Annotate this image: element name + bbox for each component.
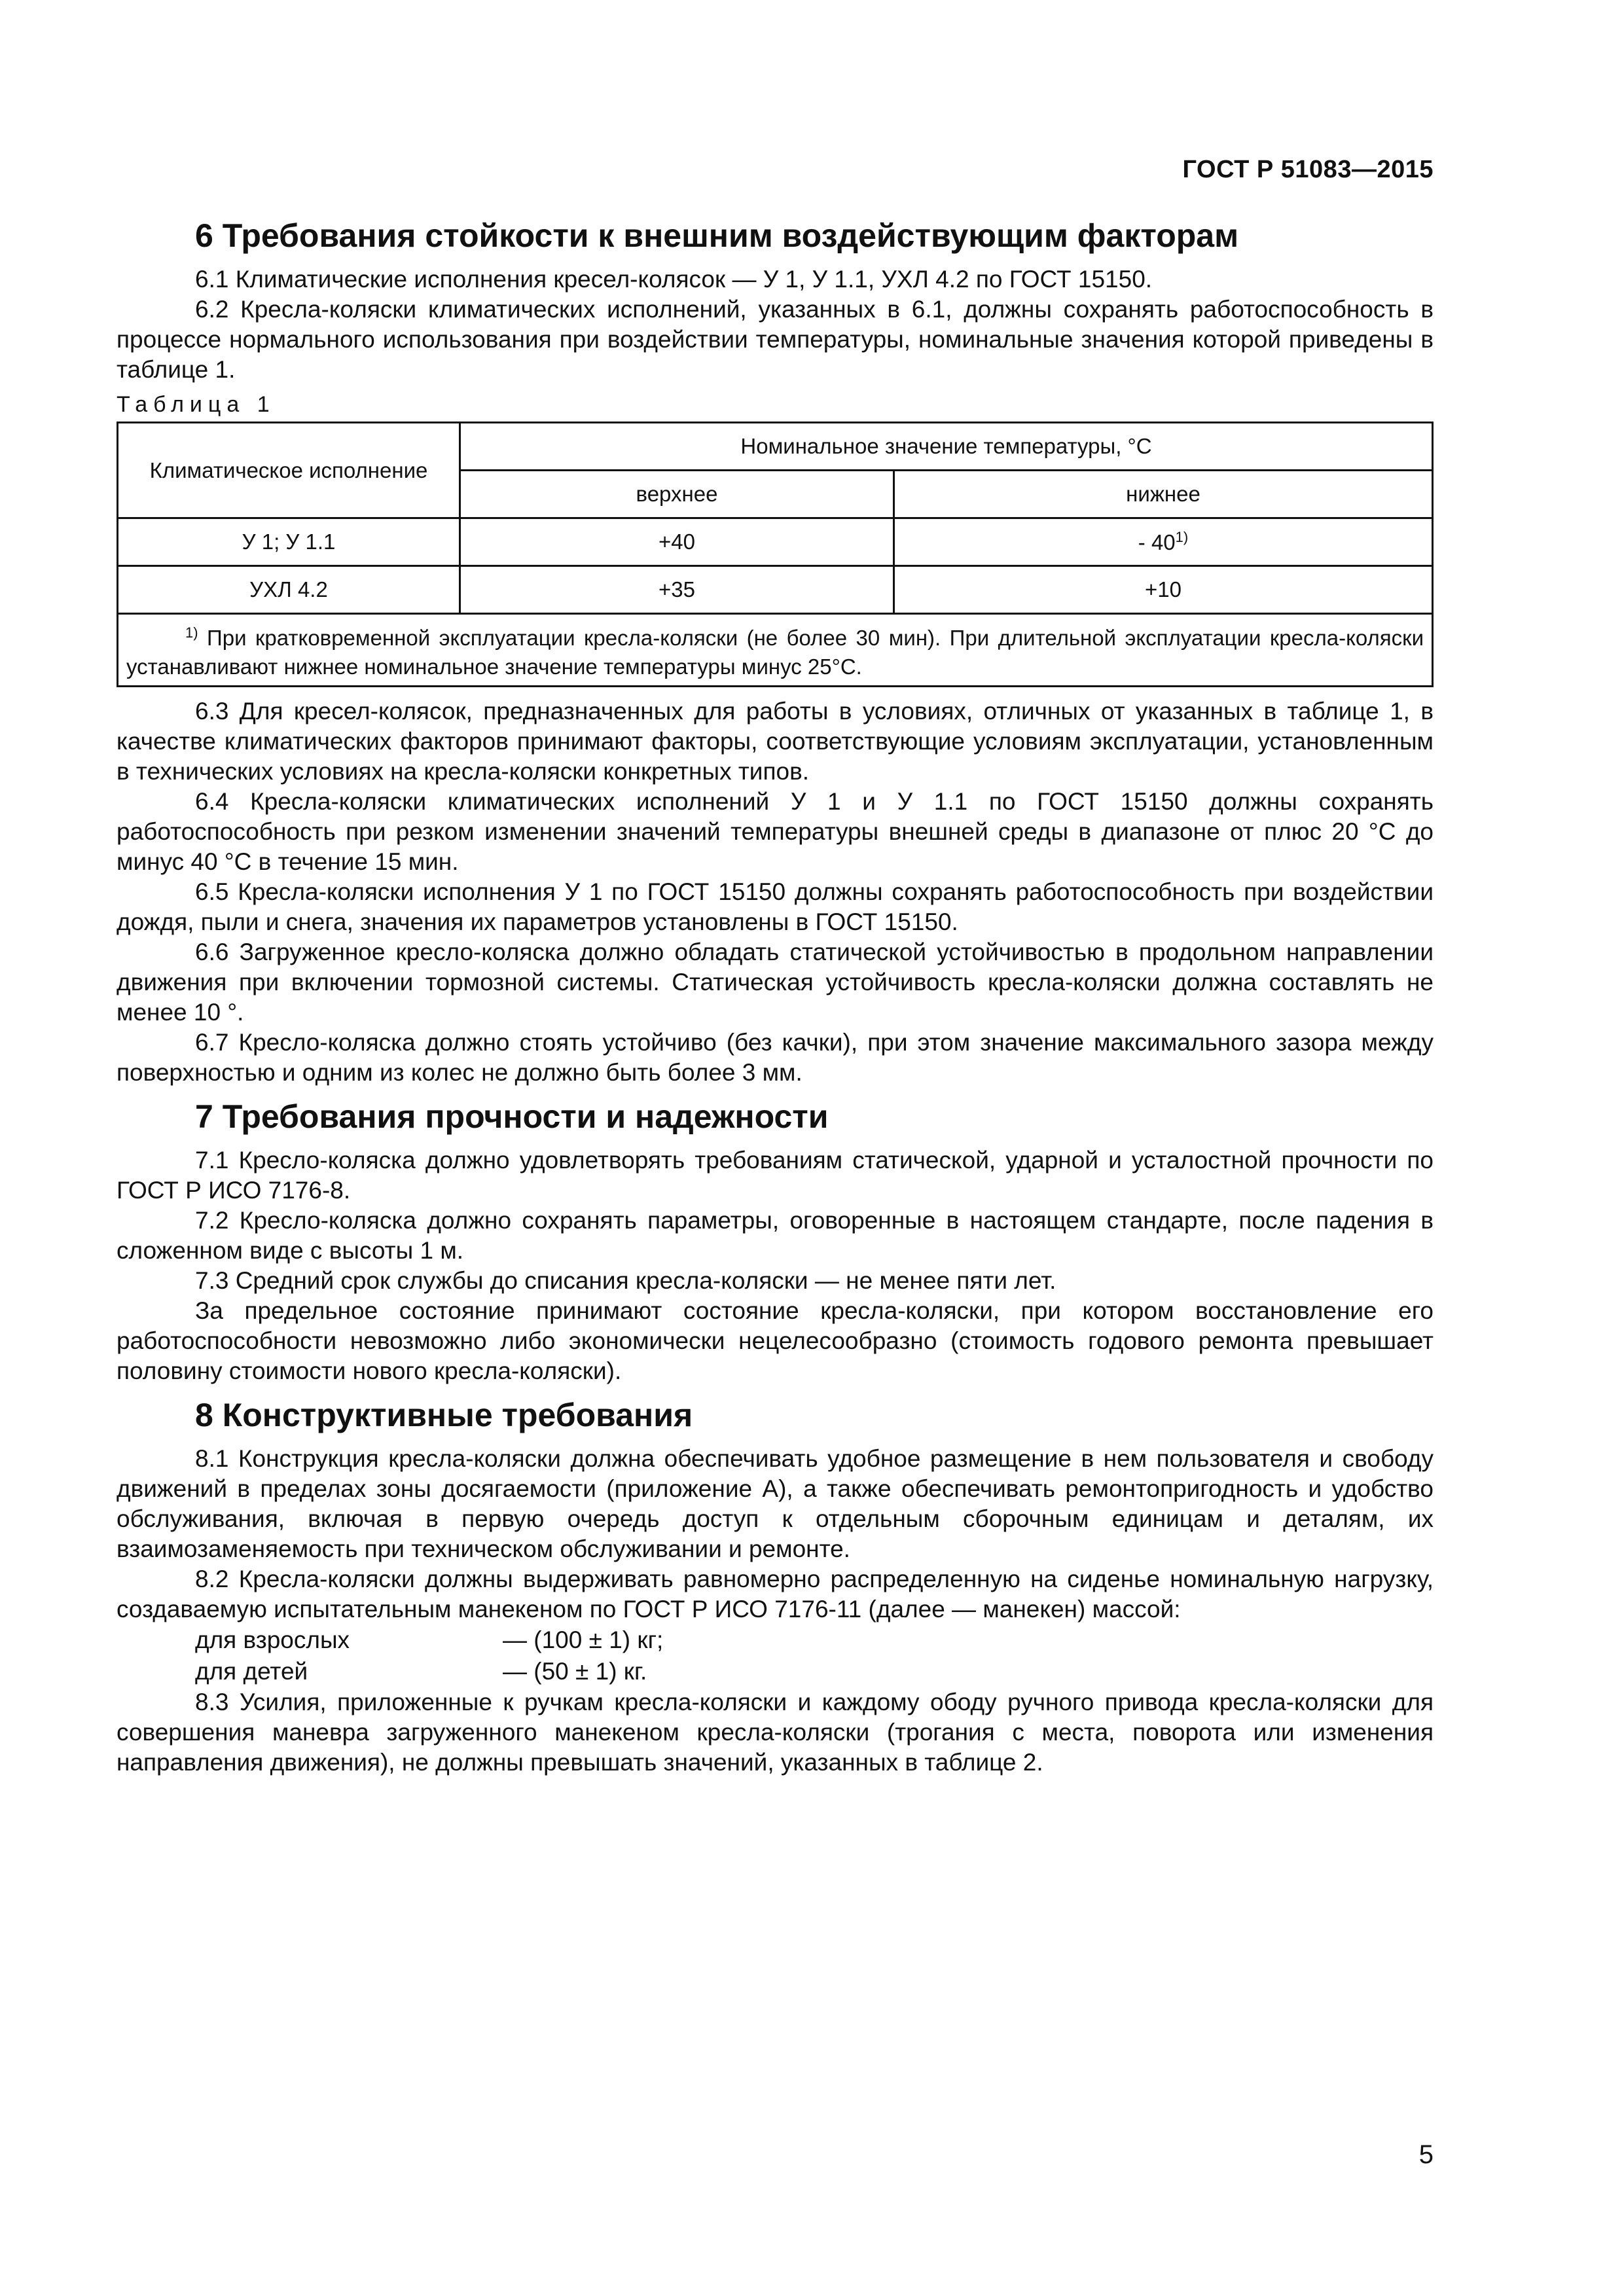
table-cell-climate: У 1; У 1.1	[118, 518, 460, 566]
paragraph-8-3: 8.3 Усилия, приложенные к ручкам кресла-коляски и каждому ободу ручного привода кресла-коляски для совершения маневра загруженного манекеном кресла-коляски (трогания с места, поворота или изменения направления движения), не должны превышать значений, указанных в таблице 2.	[117, 1689, 1434, 1776]
footnote-ref: 1)	[1175, 529, 1189, 545]
section-8-title: 8 Конструктивные требования	[195, 1397, 693, 1433]
paragraph-8-2: 8.2 Кресла-коляски должны выдерживать равномерно распределенную на сиденье номинальную нагрузку, создаваемую испытательным манекеном по ГОСТ Р ИСО 7176-11 (далее — манекен) массой:	[117, 1566, 1434, 1623]
paragraph-7-4: За предельное состояние принимают состояние кресла-коляски, при котором восстановление его работоспособности невозможно либо экономически нецелесообразно (стоимость годового ремонта превышает половину стоимости нового кресла-коляски).	[117, 1297, 1434, 1384]
table-row	[118, 566, 1433, 614]
section-6-title: 6 Требования стойкости к внешним воздействующим факторам	[195, 217, 1239, 254]
table-1-caption: Таблица 1	[117, 392, 276, 417]
table-cell-lower-value: - 40	[1138, 530, 1176, 554]
paragraph-6-6: 6.6 Загруженное кресло-коляска должно обладать статической устойчивостью в продольном направлении движения при включении тормозной системы. Статическая устойчивость кресла-коляски должна составлять не менее 10 °.	[117, 939, 1434, 1026]
table-header-temperature: Номинальное значение температуры, °С	[460, 423, 1433, 471]
paragraph-7-2: 7.2 Кресло-коляска должно сохранять параметры, оговоренные в настоящем стандарте, после падения в сложенном виде с высоты 1 м.	[117, 1207, 1434, 1264]
mass-value: — (100 ± 1) кг;	[503, 1626, 664, 1653]
footnote-text: При кратковременной эксплуатации кресла-коляски (не более 30 мин). При длительной эксплуатации кресла-коляски устанавливают нижнее номинальное значение температуры минус 25°С.	[126, 626, 1424, 679]
table-cell-lower: +10	[894, 566, 1433, 614]
table-1	[117, 422, 1434, 687]
table-footnote	[118, 614, 1433, 687]
table-cell-upper: +40	[460, 518, 894, 566]
document-page	[117, 0, 1434, 2296]
paragraph-6-4: 6.4 Кресла-коляски климатических исполнений У 1 и У 1.1 по ГОСТ 15150 должны сохранять работоспособность при резком изменении значений температуры внешней среды в диапазоне от плюс 20 °С до минус 40 °С в течение 15 мин.	[117, 788, 1434, 875]
paragraph-7-3: 7.3 Средний срок службы до списания кресла-коляски — не менее пяти лет.	[195, 1267, 1056, 1294]
footnote-marker: 1)	[185, 624, 198, 641]
paragraph-6-7: 6.7 Кресло-коляска должно стоять устойчиво (без качки), при этом значение максимального зазора между поверхностью и одним из колес не должно быть более 3 мм.	[117, 1029, 1434, 1086]
paragraph-6-2: 6.2 Кресла-коляски климатических исполнений, указанных в 6.1, должны сохранять работоспособность в процессе нормального использования при воздействии температуры, номинальные значения которой приведены в таблице 1.	[117, 296, 1434, 383]
table-row	[118, 518, 1433, 566]
mass-value: — (50 ± 1) кг.	[503, 1658, 647, 1685]
mass-row-adults	[117, 1624, 1434, 1656]
section-7-title: 7 Требования прочности и надежности	[195, 1098, 829, 1135]
table-cell-lower	[894, 518, 1433, 566]
table-header-lower: нижнее	[894, 471, 1433, 518]
mass-label: для взрослых	[195, 1626, 350, 1653]
page-number: 5	[1418, 2140, 1434, 2169]
table-cell-climate: УХЛ 4.2	[118, 566, 460, 614]
paragraph-6-3: 6.3 Для кресел-колясок, предназначенных для работы в условиях, отличных от указанных в таблице 1, в качестве климатических факторов принимают факторы, соответствующие условиям эксплуатации, установленным в технических условиях на кресла-коляски конкретных типов.	[117, 698, 1434, 785]
table-header-upper: верхнее	[460, 471, 894, 518]
paragraph-8-1: 8.1 Конструкция кресла-коляски должна обеспечивать удобное размещение в нем пользователя и свободу движений в пределах зоны досягаемости (приложение А), а также обеспечивать ремонтопригодность и удобство обслуживания, включая в первую очередь доступ к отдельным сборочным единицам и деталям, их взаимозаменяемость при техническом обслуживании и ремонте.	[117, 1445, 1434, 1562]
paragraph-6-5: 6.5 Кресла-коляски исполнения У 1 по ГОСТ 15150 должны сохранять работоспособность при воздействии дождя, пыли и снега, значения их параметров установлены в ГОСТ 15150.	[117, 878, 1434, 935]
document-header: ГОСТ Р 51083—2015	[1182, 156, 1434, 183]
paragraph-7-1: 7.1 Кресло-коляска должно удовлетворять требованиям статической, ударной и усталостной прочности по ГОСТ Р ИСО 7176-8.	[117, 1147, 1434, 1204]
table-header-climate: Климатическое исполнение	[118, 423, 460, 518]
mass-label: для детей	[195, 1658, 308, 1685]
document-content	[117, 216, 1434, 1778]
mass-row-children	[117, 1656, 1434, 1687]
paragraph-6-1: 6.1 Климатические исполнения кресел-колясок — У 1, У 1.1, УХЛ 4.2 по ГОСТ 15150.	[195, 266, 1153, 293]
table-cell-upper: +35	[460, 566, 894, 614]
